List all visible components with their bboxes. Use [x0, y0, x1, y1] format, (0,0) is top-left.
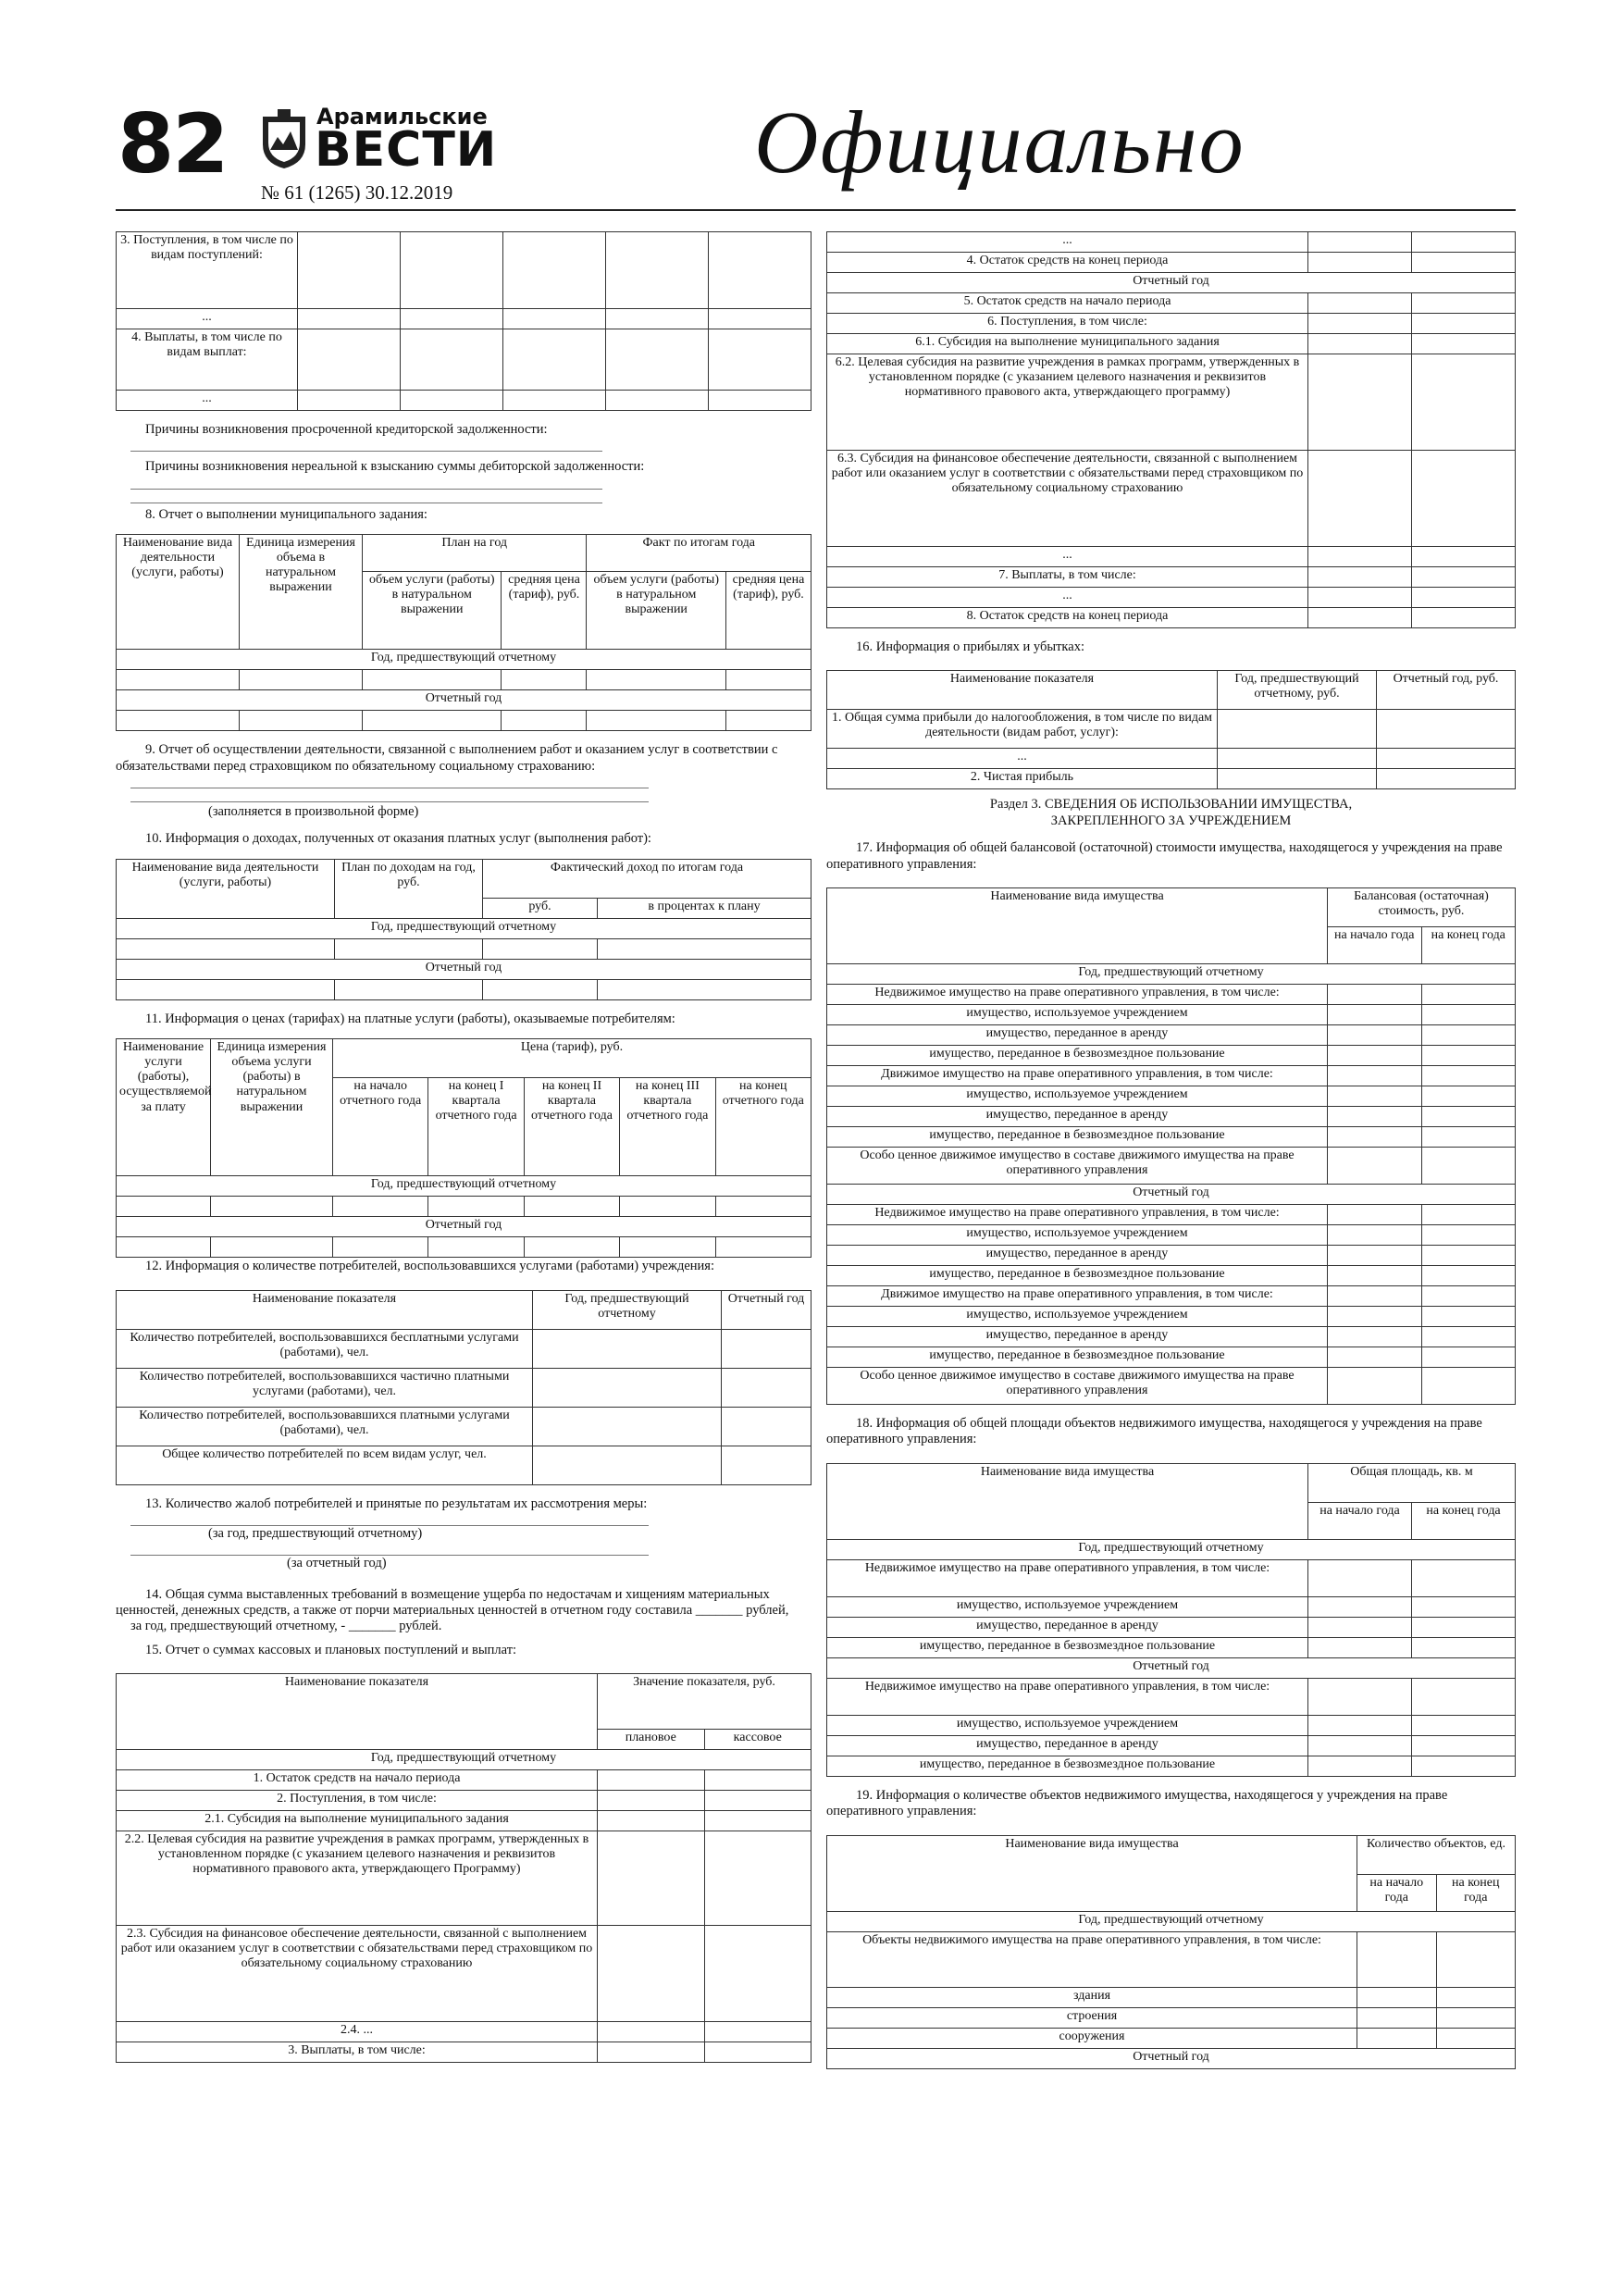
section-18-title: 18. Информация об общей площади объектов недвижимого имущества, находящегося у учреждения на праве оперативного управления: [826, 1415, 1482, 1447]
section-17-title: 17. Информация об общей балансовой (остаточной) стоимости имущества, находящегося у учреждения на праве оперативного управления: [826, 840, 1503, 872]
table-receipts-payments: 3. Поступления, в том числе по видам поступлений: ... 4. Выплаты, в том числе по видам выплат: ... [116, 231, 812, 411]
coat-of-arms-icon [259, 109, 309, 170]
section-19-title: 19. Информация о количестве объектов недвижимого имущества, находящегося у учреждения на праве оперативного управления: [826, 1787, 1448, 1819]
section-title: Официально [754, 93, 1245, 192]
header-divider [116, 209, 1516, 211]
section-9-note: (заполняется в произвольной форме) [208, 803, 419, 819]
brand-big: ВЕСТИ [315, 122, 498, 178]
section-15-title: 15. Отчет о суммах кассовых и плановых поступлений и выплат: [145, 1642, 517, 1657]
section-14-text: 14. Общая сумма выставленных требований в возмещение ущерба по недостачам и хищениям материальных ценностей, денежных средств, а также от порчи материальных ценностей в отчетном году составила _______ рублей, [116, 1586, 789, 1619]
right-column: ... 4. Остаток средств на конец периода Отчетный год 5. Остаток средств на начало периода 6. Поступления, в том числе: 6.1. Субсидия на выполнение муниципального задания 6.2. Целевая субсидия на развитие учреждения в рамках программ, утвержденных в установленном порядке (с указанием целевого назначения и реквизитов нормативного правового акта, утверждающего программу) 6.3. Субсидия на финансовое обеспечение деятельности, связанной с выполнением работ или оказанием услуг в соответствии с обязательствами перед страховщиком по обязательному социальному страхованию ... 7. Выплаты, в том числе: ... 8. Остаток средств на конец периода 16. Информация о прибылях и убытках: Наименование показателя Год, предшествующий отчетному, руб. Отчетный год, руб. 1. Общая сумма прибыли до налогообложения, в том числе по видам деятельности (видам работ, услуг): ... 2. Чистая прибыль Раздел 3. СВЕДЕНИЯ ОБ ИСПОЛЬЗОВАНИИ ИМУЩЕСТВА, ЗАКРЕПЛЕННОГО ЗА УЧРЕЖДЕНИЕМ 17. Информация об общей балансовой (остаточной) стоимости имущества, находящегося у учреждения на праве оперативного управления: Наименование вида имущества Балансовая (остаточная) стоимость, руб. на начало года на конец года Год, предшествующий отчетному Недвижимое имущество на праве оперативного управления, в том числе: имущество, используемое учреждением имущество, переданное в аренду имущество, переданное в безвозмездное пользование Движимое имущество на праве оперативного управления, в том числе: имущество, используемое учреждением имущество, переданное в аренду имущество, переданное в безвозмездное пользование Особо ценное движимое имущество в составе движимого имущества на праве оперативного управления Отчетный год Недвижимое имущество на праве оперативного управления, в том числе: имущество, используемое учреждением имущество, переданное в аренду имущество, переданное в безвозмездное пользование Движимое имущество на праве оперативного управления, в том числе: имущество, используемое учреждением имущество, переданное в аренду имущество, переданное в безвозмездное пользование Особо ценное движимое имущество в составе движимого имущества на праве оперативного управления 18. Информация об общей площади объектов недвижимого имущества, находящегося у учреждения на праве оперативного управления: Наименование вида имущества Общая площадь, кв. м на начало года на конец года Год, предшествующий отчетному Недвижимое имущество на праве оперативного управления, в том числе: имущество, используемое учреждением имущество, переданное в аренду имущество, переданное в безвозмездное пользование Отчетный год Недвижимое имущество на праве оперативного управления, в том числе: имущество, используемое учреждением имущество, переданное в аренду имущество, переданное в безвозмездное пользование 19. Информация о количестве объектов недвижимого имущества, находящегося у учреждения на праве оперативного управления: Наименование вида имущества Количество объектов, ед. на начало года на конец года Год, предшествующий отчетному Объекты недвижимого имущества на праве оперативного управления, в том числе: здания строения сооружения Отчетный год [826, 231, 1516, 2069]
page-header [116, 93, 1513, 213]
section-3-heading: Раздел 3. СВЕДЕНИЯ ОБ ИСПОЛЬЗОВАНИИ ИМУЩЕСТВА, [989, 797, 1353, 813]
section-9-text: 9. Отчет об осуществлении деятельности, связанной с выполнением работ и оказанием услуг в соответствии с обязательствами перед страховщиком по обязательному социальному страхованию: [116, 742, 778, 774]
brand-small: Арамильские [316, 104, 488, 130]
table-cash-report: Наименование показателя Значение показателя, руб. плановое кассовое Год, предшествующий отчетному 1. Остаток средств на начало периода 2. Поступления, в том числе: 2.1. Субсидия на выполнение муниципального задания 2.2. Целевая субсидия на развитие учреждения в рамках программ, утвержденных в установленном порядке (с указанием целевого назначения и реквизитов нормативного правового акта, утверждающего Программу) 2.3. Субсидия на финансовое обеспечение деятельности, связанной с выполнением работ или оказанием услуг в соответствии с обязательствами перед страховщиком по обязательному социальному страхованию 2.4. ... 3. Выплаты, в том числе: [116, 1673, 812, 2063]
newspaper-logo [259, 104, 498, 178]
section-8-title: 8. Отчет о выполнении муниципального задания: [145, 506, 427, 522]
row-payments: 4. Выплаты, в том числе по видам выплат: [117, 329, 298, 391]
section-16-title: 16. Информация о прибылях и убытках: [856, 639, 1084, 654]
table-object-count: Наименование вида имущества Количество объектов, ед. на начало года на конец года Год, предшествующий отчетному Объекты недвижимого имущества на праве оперативного управления, в том числе: здания строения сооружения Отчетный год [826, 1835, 1516, 2069]
section-13-title: 13. Количество жалоб потребителей и принятые по результатам их рассмотрения меры: [145, 1496, 648, 1511]
table-municipal-task: Наименование вида деятельности (услуги, работы) Единица измерения объема в натуральном выражении План на год Факт по итогам года объем услуги (работы) в натуральном выражении средняя цена (тариф), руб. объем услуги (работы) в натуральном выражении средняя цена (тариф), руб. Год, предшествующий отчетному Отчетный год [116, 534, 812, 731]
section-10-title: 10. Информация о доходах, полученных от оказания платных услуг (выполнения работ): [145, 831, 651, 847]
issue-number: № 61 (1265) 30.12.2019 [261, 181, 453, 204]
table-prices: Наименование услуги (работы), осуществляемой за плату Единица измерения объема услуги (работы) в натуральном выражении Цена (тариф), руб. на начало отчетного года на конец I квартала отчетного года на конец II квартала отчетного года на конец III квартала отчетного года на конец отчетного года Год, предшествующий отчетному Отчетный год [116, 1038, 812, 1258]
left-column: 3. Поступления, в том числе по видам поступлений: ... 4. Выплаты, в том числе по видам выплат: ... Причины возникновения просроченной кредиторской задолженности: Причины возникновения нереальной к взысканию суммы дебиторской задолженности: 8. Отчет о выполнении муниципального задания: Наименование вида деятельности (услуги, работы) Единица измерения объема в натуральном выражении План на год Факт по итогам года объем услуги (работы) в натуральном выражении средняя цена (тариф), руб. объем услуги (работы) в натуральном выражении средняя цена (тариф), руб. Год, предшествующий отчетному Отчетный год 9. Отчет об осуществлении деятельности, связанной с выполнением работ и оказанием услуг в соответствии с обязательствами перед страховщиком по обязательному социальному страхованию: (заполняется в произвольной форме) 10. Информация о доходах, полученных от оказания платных услуг (выполнения работ): Наименование вида деятельности (услуги, работы) План по доходам на год, руб. Фактический доход по итогам года руб. в процентах к плану Год, предшествующий отчетному Отчетный год 11. Информация о ценах (тарифах) на платные услуги (работы), оказываемые потребителям: Наименование услуги (работы), осуществляемой за плату Единица измерения объема услуги (работы) в натуральном выражении Цена (тариф), руб. на начало отчетного года на конец I квартала отчетного года на конец II квартала отчетного года на конец III квартала отчетного года на конец отчетного года Год, предшествующий отчетному Отчетный год 12. Информация о количестве потребителей, воспользовавшихся услугами (работами) учреждения: Наименование показателя Год, предшествующий отчетному Отчетный год Количество потребителей, воспользовавшихся бесплатными услугами (работами), чел. Количество потребителей, воспользовавшихся частично платными услугами (работами), чел. Количество потребителей, воспользовавшихся платными услугами (работами), чел. Общее количество потребителей по всем видам услуг, чел. 13. Количество жалоб потребителей и принятые по результатам их рассмотрения меры: (за год, предшествующий отчетному) (за отчетный год) 14. Общая сумма выставленных требований в возмещение ущерба по недостачам и хищениям материальных ценностей, денежных средств, а также от порчи материальных ценностей в отчетном году составила _______ рублей, за год, предшествующий отчетному, - _______ рублей. 15. Отчет о суммах кассовых и плановых поступлений и выплат: Наименование показателя Значение показателя, руб. плановое кассовое Год, предшествующий отчетному 1. Остаток средств на начало периода 2. Поступления, в том числе: 2.1. Субсидия на выполнение муниципального задания 2.2. Целевая субсидия на развитие учреждения в рамках программ, утвержденных в установленном порядке (с указанием целевого назначения и реквизитов нормативного правового акта, утверждающего Программу) 2.3. Субсидия на финансовое обеспечение деятельности, связанной с выполнением работ или оказанием услуг в соответствии с обязательствами перед страховщиком по обязательному социальному страхованию 2.4. ... 3. Выплаты, в том числе: [116, 231, 812, 2063]
row-receipts: 3. Поступления, в том числе по видам поступлений: [117, 232, 298, 309]
page-number: 82 [118, 96, 228, 192]
table-profit-loss: Наименование показателя Год, предшествующий отчетному, руб. Отчетный год, руб. 1. Общая сумма прибыли до налогообложения, в том числе по видам деятельности (видам работ, услуг): ... 2. Чистая прибыль [826, 670, 1516, 789]
section-12-title: 12. Информация о количестве потребителей, воспользовавшихся услугами (работами) учреждения: [145, 1259, 714, 1274]
table-cash-report-cont: ... 4. Остаток средств на конец периода Отчетный год 5. Остаток средств на начало периода 6. Поступления, в том числе: 6.1. Субсидия на выполнение муниципального задания 6.2. Целевая субсидия на развитие учреждения в рамках программ, утвержденных в установленном порядке (с указанием целевого назначения и реквизитов нормативного правового акта, утверждающего программу) 6.3. Субсидия на финансовое обеспечение деятельности, связанной с выполнением работ или оказанием услуг в соответствии с обязательствами перед страховщиком по обязательному социальному страхованию ... 7. Выплаты, в том числе: ... 8. Остаток средств на конец периода [826, 231, 1516, 628]
table-consumers: Наименование показателя Год, предшествующий отчетному Отчетный год Количество потребителей, воспользовавшихся бесплатными услугами (работами), чел. Количество потребителей, воспользовавшихся частично платными услугами (работами), чел. Количество потребителей, воспользовавшихся платными услугами (работами), чел. Общее количество потребителей по всем видам услуг, чел. [116, 1290, 812, 1485]
table-area: Наименование вида имущества Общая площадь, кв. м на начало года на конец года Год, предшествующий отчетному Недвижимое имущество на праве оперативного управления, в том числе: имущество, используемое учреждением имущество, переданное в аренду имущество, переданное в безвозмездное пользование Отчетный год Недвижимое имущество на праве оперативного управления, в том числе: имущество, используемое учреждением имущество, переданное в аренду имущество, переданное в безвозмездное пользование [826, 1463, 1516, 1777]
reason-overdue: Причины возникновения просроченной кредиторской задолженности: [145, 422, 548, 437]
section-11-title: 11. Информация о ценах (тарифах) на платные услуги (работы), оказываемые потребителям: [145, 1011, 675, 1026]
table-paid-income: Наименование вида деятельности (услуги, работы) План по доходам на год, руб. Фактический доход по итогам года руб. в процентах к плану Год, предшествующий отчетному Отчетный год [116, 859, 812, 1000]
reason-unreal: Причины возникновения нереальной к взысканию суммы дебиторской задолженности: [145, 459, 645, 475]
table-balance-value: Наименование вида имущества Балансовая (остаточная) стоимость, руб. на начало года на конец года Год, предшествующий отчетному Недвижимое имущество на праве оперативного управления, в том числе: имущество, используемое учреждением имущество, переданное в аренду имущество, переданное в безвозмездное пользование Движимое имущество на праве оперативного управления, в том числе: имущество, используемое учреждением имущество, переданное в аренду имущество, переданное в безвозмездное пользование Особо ценное движимое имущество в составе движимого имущества на праве оперативного управления Отчетный год Недвижимое имущество на праве оперативного управления, в том числе: имущество, используемое учреждением имущество, переданное в аренду имущество, переданное в безвозмездное пользование Движимое имущество на праве оперативного управления, в том числе: имущество, используемое учреждением имущество, переданное в аренду имущество, переданное в безвозмездное пользование Особо ценное движимое имущество в составе движимого имущества на праве оперативного управления [826, 887, 1516, 1405]
